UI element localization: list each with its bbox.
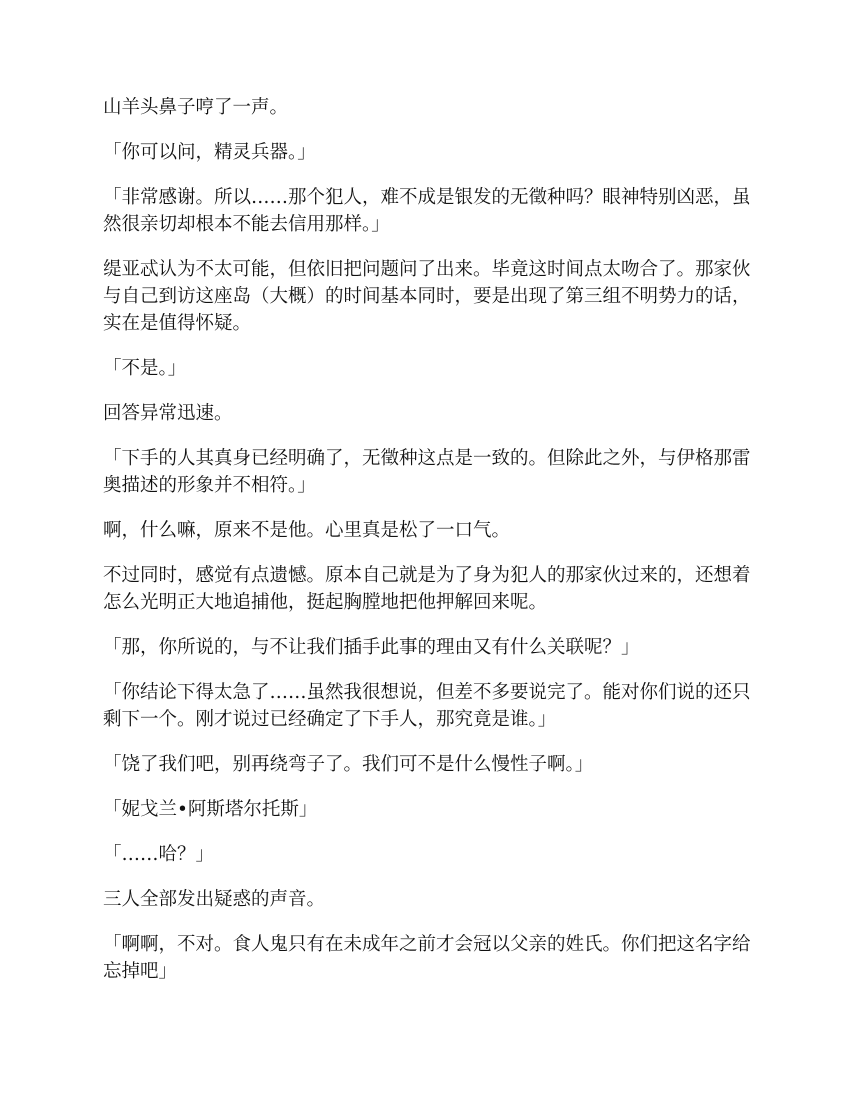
paragraph: 「你可以问，精灵兵器。」: [103, 142, 316, 163]
paragraph: 「非常感谢。所以……那个犯人，难不成是银发的无徵种吗？眼神特别凶恶，虽然很亲切却根本不能去信用那样。」: [103, 187, 751, 235]
paragraph: 三人全部发出疑惑的声音。: [103, 889, 326, 910]
paragraph: 「妮戈兰•阿斯塔尔托斯」: [103, 799, 318, 820]
paragraph: 回答异常迅速。: [103, 403, 233, 424]
paragraph: 缇亚忒认为不太可能，但依旧把问题问了出来。毕竟这时间点太吻合了。那家伙与自己到访这座岛（大概）的时间基本同时，要是出现了第三组不明势力的话，实在是值得怀疑。: [103, 259, 751, 334]
paragraph: 啊，什么嘛，原来不是他。心里真是松了一口气。: [103, 520, 511, 541]
paragraph: 山羊头鼻子哼了一声。: [103, 97, 289, 118]
paragraph: 不过同时，感觉有点遗憾。原本自己就是为了身为犯人的那家伙过来的，还想着怎么光明正大地追捕他，挺起胸膛地把他押解回来呢。: [103, 565, 751, 613]
paragraph: 「饶了我们吧，别再绕弯子了。我们可不是什么慢性子啊。」: [103, 754, 594, 775]
paragraph: 「你结论下得太急了……虽然我很想说，但差不多要说完了。能对你们说的还只剩下一个。刚才说过已经确定了下手人，那究竟是谁。」: [103, 682, 751, 730]
document-body: [103, 94, 753, 1003]
paragraph: 「啊啊，不对。食人鬼只有在未成年之前才会冠以父亲的姓氏。你们把这名字给忘掉吧」: [103, 934, 751, 982]
paragraph: 「……哈？」: [103, 844, 215, 865]
paragraph: 「下手的人其真身已经明确了，无徵种这点是一致的。但除此之外，与伊格那雷奥描述的形象并不相符。」: [103, 448, 751, 496]
paragraph: 「那，你所说的，与不让我们插手此事的理由又有什么关联呢？」: [103, 637, 640, 658]
paragraph: 「不是。」: [103, 358, 187, 379]
